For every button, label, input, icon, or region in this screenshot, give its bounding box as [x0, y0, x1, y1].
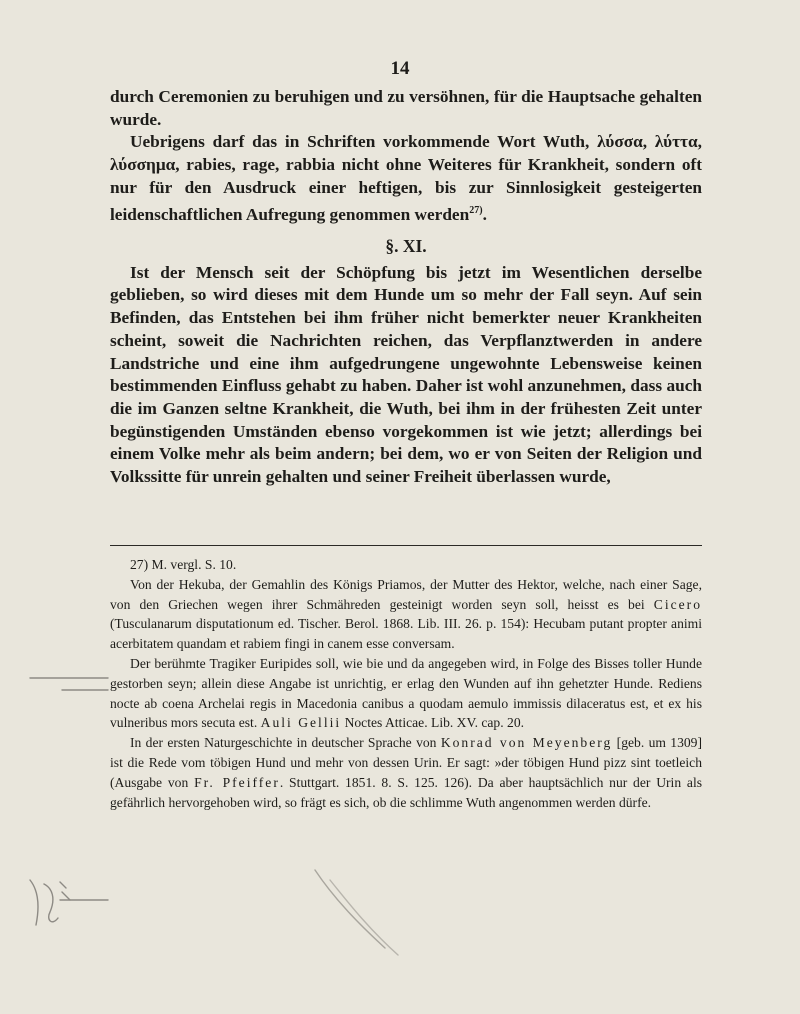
- pencil-mark-mid: [44, 884, 58, 922]
- footnote-text: Von der Hekuba, der Gemahlin des Königs Priamos, der Mutter des Hektor, welche, nach einer Sage, von den Griechen wegen ihrer Schmähreden gesteinigt worden seyn soll, heisst es bei: [110, 576, 702, 612]
- pencil-scribble-2: [330, 880, 398, 955]
- footnote-reference[interactable]: 27): [469, 204, 483, 216]
- pencil-mark-right: [60, 882, 70, 900]
- pencil-scribble: [315, 870, 385, 948]
- footnote-text: . Stuttgart. 1851. 8. S. 125. 126). Da aber hauptsächlich nur der Urin als gefährlich hervorgehoben wird, so frägt es sich, ob die schlimme Wuth angenommen werden dürfe.: [110, 774, 703, 810]
- author-name: Konrad von Meyenberg: [440, 735, 613, 751]
- pencil-mark-left: [30, 880, 38, 925]
- author-name: Cicero: [653, 596, 702, 612]
- footnote-header: 27) M. vergl. S. 10.: [130, 557, 237, 572]
- page-number: 14: [390, 58, 410, 79]
- paragraph-2-text: Uebrigens darf das in Schriften vorkommende Wort Wuth, λύσσα, λύττα, λύσσημα, rabies, rage, rabbia nicht ohne Weiteres für Krankheit, sondern oft nur für den Ausdruck einer heftigen, bis zur Sinnlosigkeit gesteigerten leidenschaftlichen Aufregung genommen werden: [110, 132, 702, 224]
- editor-name: Fr. Pfeiffer: [194, 774, 280, 790]
- footnote-text: Der berühmte Tragiker Euripides soll, wie bie und da angegeben wird, in Folge des Bisses toller Hunde gestorben seyn; allein diese Angabe ist unrichtig, er erlag den Wunden auf ihn gehetzter Hunde. Rediens nocte ab coena Archelai regis in Macedonia canibus a quodam aemulo immissis dilaceratus est, et ex his vulneribus mors secuta est.: [110, 655, 702, 731]
- paragraph-2-end: .: [482, 204, 487, 224]
- section-heading: §. XI.: [385, 235, 427, 256]
- footnote-text: [geb. um 1309] ist die Rede vom töbigen Hund und mehr von dessen Urin. Er sagt: »der töbigen Hund pizz sint toetleich (Ausgabe von: [110, 735, 702, 790]
- paragraph-3: Ist der Mensch seit der Schöpfung bis jetzt im Wesentlichen derselbe geblieben, so wird dieses mit dem Hunde um so mehr der Fall seyn. Auf sein Befinden, das Entstehen bei ihm früher nicht bemerkter neuer Krankheiten scheint, soweit die Nachrichten reichen, das Verpflanztwerden in andere Landstriche und eine ihm aufgedrungene ungewohnte Lebensweise keinen bestimmenden Einfluss gehabt zu haben. Daher ist wohl anzunehmen, dass auch die im Ganzen seltne Krankheit, die Wuth, bei ihm in der frühesten Zeit unter begünstigenden Umständen ebenso vorgekommen ist wie jetzt; allerdings bei einem Volke mehr als beim andern; bei dem, wo er von Seiten der Religion und Volkssitte für unrein gehalten und seiner Freiheit überlassen wurde,: [110, 262, 702, 487]
- paragraph-1: durch Ceremonien zu beruhigen und zu versöhnen, für die Hauptsache gehalten wurde.: [110, 87, 702, 129]
- footnote-text: In der ersten Naturgeschichte in deutscher Sprache von: [130, 735, 441, 751]
- footnote-text: (Tusculanarum disputationum ed. Tischer. Berol. 1868. Lib. III. 26. p. 154): Hecubam putant propter animi acerbitatem quandam et rabiem fingi in canem esse conversam.: [110, 616, 702, 652]
- footnote-text: Noctes Atticae. Lib. XV. cap. 20.: [341, 715, 525, 731]
- author-name: Auli Gellii: [260, 715, 342, 731]
